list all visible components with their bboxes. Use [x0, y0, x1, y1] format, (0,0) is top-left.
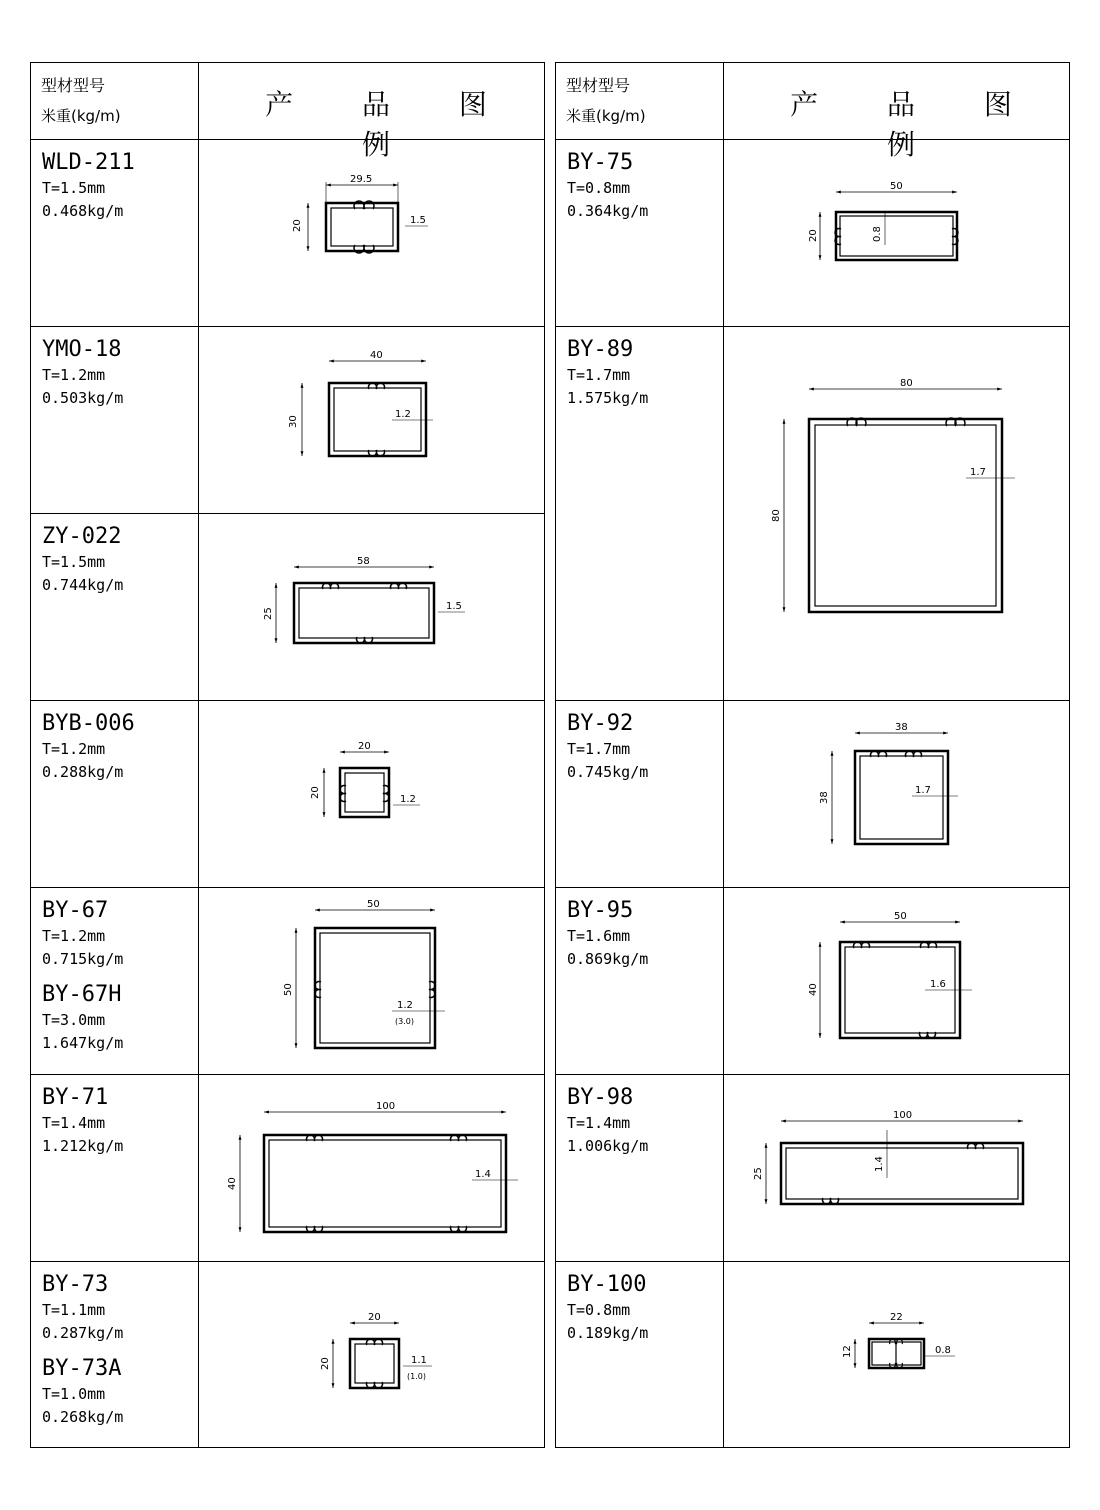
dim-wall: 1.6 — [930, 979, 946, 990]
profile-by-92-drawing — [819, 722, 958, 844]
model-name: BY-67 — [42, 898, 109, 923]
dim-width: 80 — [900, 378, 913, 389]
wall-thickness: T=0.8mm — [567, 1301, 631, 1319]
dim-wall-alt: (1.0) — [407, 1372, 426, 1381]
profile-by-67-drawing — [283, 899, 445, 1048]
dim-width: 20 — [368, 1312, 381, 1323]
model-name: BY-89 — [567, 337, 634, 362]
dim-width: 100 — [893, 1110, 913, 1121]
dim-height: 80 — [771, 509, 782, 522]
unit-weight: 0.288kg/m — [42, 763, 124, 781]
dim-wall: 1.7 — [915, 785, 931, 796]
dim-width: 38 — [895, 722, 908, 733]
dim-wall: 1.2 — [400, 794, 416, 805]
dim-height: 38 — [819, 791, 830, 804]
header-weight-label: 米重(kg/m) — [41, 107, 121, 125]
profile-by-75-drawing — [808, 181, 958, 260]
unit-weight-variant: 1.647kg/m — [42, 1034, 124, 1052]
dim-wall: 1.5 — [410, 215, 426, 226]
dim-height: 40 — [227, 1177, 238, 1190]
wall-thickness: T=1.6mm — [567, 927, 631, 945]
profile-by-95-drawing — [808, 911, 972, 1038]
dim-height: 30 — [288, 415, 299, 428]
dim-wall: 1.4 — [475, 1169, 491, 1180]
dim-wall-alt: (3.0) — [395, 1017, 414, 1026]
model-name: BY-75 — [567, 150, 634, 175]
dim-wall: 1.2 — [397, 1000, 413, 1011]
wall-thickness-variant: T=1.0mm — [42, 1385, 106, 1403]
profile-byb-006-drawing — [310, 741, 420, 817]
model-name: BYB-006 — [42, 711, 135, 736]
header-title: 产 品 图 例 — [790, 88, 1042, 161]
wall-thickness: T=1.2mm — [42, 366, 106, 384]
profile-by-71-drawing — [227, 1101, 518, 1232]
profile-ymo-18-drawing — [288, 350, 433, 456]
model-name: YMO-18 — [42, 337, 122, 362]
unit-weight: 1.212kg/m — [42, 1137, 124, 1155]
header-model-label: 型材型号 — [41, 76, 106, 95]
dim-height: 40 — [808, 983, 819, 996]
model-name: BY-71 — [42, 1085, 109, 1110]
profile-by-89-drawing — [771, 378, 1015, 612]
dim-wall: 1.2 — [395, 409, 411, 420]
dim-wall: 0.8 — [872, 226, 883, 242]
dim-height: 25 — [263, 607, 274, 620]
model-name-variant: BY-67H — [42, 982, 122, 1007]
dim-wall: 1.4 — [874, 1156, 885, 1172]
wall-thickness: T=1.4mm — [567, 1114, 631, 1132]
model-name: BY-92 — [567, 711, 634, 736]
dim-wall: 1.1 — [411, 1355, 427, 1366]
wall-thickness: T=1.7mm — [567, 366, 631, 384]
dim-wall: 0.8 — [935, 1345, 951, 1356]
dim-width: 50 — [894, 911, 907, 922]
dim-width: 50 — [890, 181, 903, 192]
dim-width: 22 — [890, 1312, 903, 1323]
dim-height: 20 — [808, 229, 819, 242]
model-name: WLD-211 — [42, 150, 135, 175]
dim-width: 50 — [367, 899, 380, 910]
dim-height: 12 — [842, 1345, 853, 1358]
unit-weight-variant: 0.268kg/m — [42, 1408, 124, 1426]
dim-height: 25 — [753, 1167, 764, 1180]
dim-wall: 1.5 — [446, 601, 462, 612]
profile-zy-022-drawing — [263, 556, 465, 643]
wall-thickness-variant: T=3.0mm — [42, 1011, 106, 1029]
model-name: BY-73 — [42, 1272, 109, 1297]
wall-thickness: T=1.5mm — [42, 553, 106, 571]
wall-thickness: T=1.2mm — [42, 927, 106, 945]
wall-thickness: T=1.1mm — [42, 1301, 106, 1319]
dim-width: 20 — [358, 741, 371, 752]
dim-width: 29.5 — [350, 174, 373, 185]
unit-weight: 0.745kg/m — [567, 763, 649, 781]
wall-thickness: T=1.5mm — [42, 179, 106, 197]
header-weight-label: 米重(kg/m) — [566, 107, 646, 125]
profile-by-98-drawing — [753, 1110, 1023, 1204]
dim-wall: 1.7 — [970, 467, 986, 478]
unit-weight: 0.503kg/m — [42, 389, 124, 407]
unit-weight: 0.869kg/m — [567, 950, 649, 968]
dim-width: 40 — [370, 350, 383, 361]
unit-weight: 0.468kg/m — [42, 202, 124, 220]
unit-weight: 0.364kg/m — [567, 202, 649, 220]
dim-height: 50 — [283, 983, 294, 996]
profile-by-100-drawing — [842, 1312, 955, 1368]
dim-height: 20 — [320, 1357, 331, 1370]
dim-height: 20 — [292, 219, 303, 232]
profile-by-73-drawing — [320, 1312, 432, 1388]
dim-width: 100 — [376, 1101, 396, 1112]
unit-weight: 0.287kg/m — [42, 1324, 124, 1342]
model-name: ZY-022 — [42, 524, 122, 549]
unit-weight: 0.189kg/m — [567, 1324, 649, 1342]
unit-weight: 1.575kg/m — [567, 389, 649, 407]
dim-width: 58 — [357, 556, 370, 567]
profile-wld-211-drawing — [292, 174, 428, 253]
dim-height: 20 — [310, 786, 321, 799]
model-name: BY-98 — [567, 1085, 634, 1110]
model-name: BY-100 — [567, 1272, 647, 1297]
unit-weight: 1.006kg/m — [567, 1137, 649, 1155]
unit-weight: 0.715kg/m — [42, 950, 124, 968]
wall-thickness: T=0.8mm — [567, 179, 631, 197]
header-model-label: 型材型号 — [566, 76, 631, 95]
model-name-variant: BY-73A — [42, 1356, 122, 1381]
model-name: BY-95 — [567, 898, 634, 923]
wall-thickness: T=1.7mm — [567, 740, 631, 758]
unit-weight: 0.744kg/m — [42, 576, 124, 594]
wall-thickness: T=1.4mm — [42, 1114, 106, 1132]
header-title: 产 品 图 例 — [265, 88, 517, 161]
wall-thickness: T=1.2mm — [42, 740, 106, 758]
